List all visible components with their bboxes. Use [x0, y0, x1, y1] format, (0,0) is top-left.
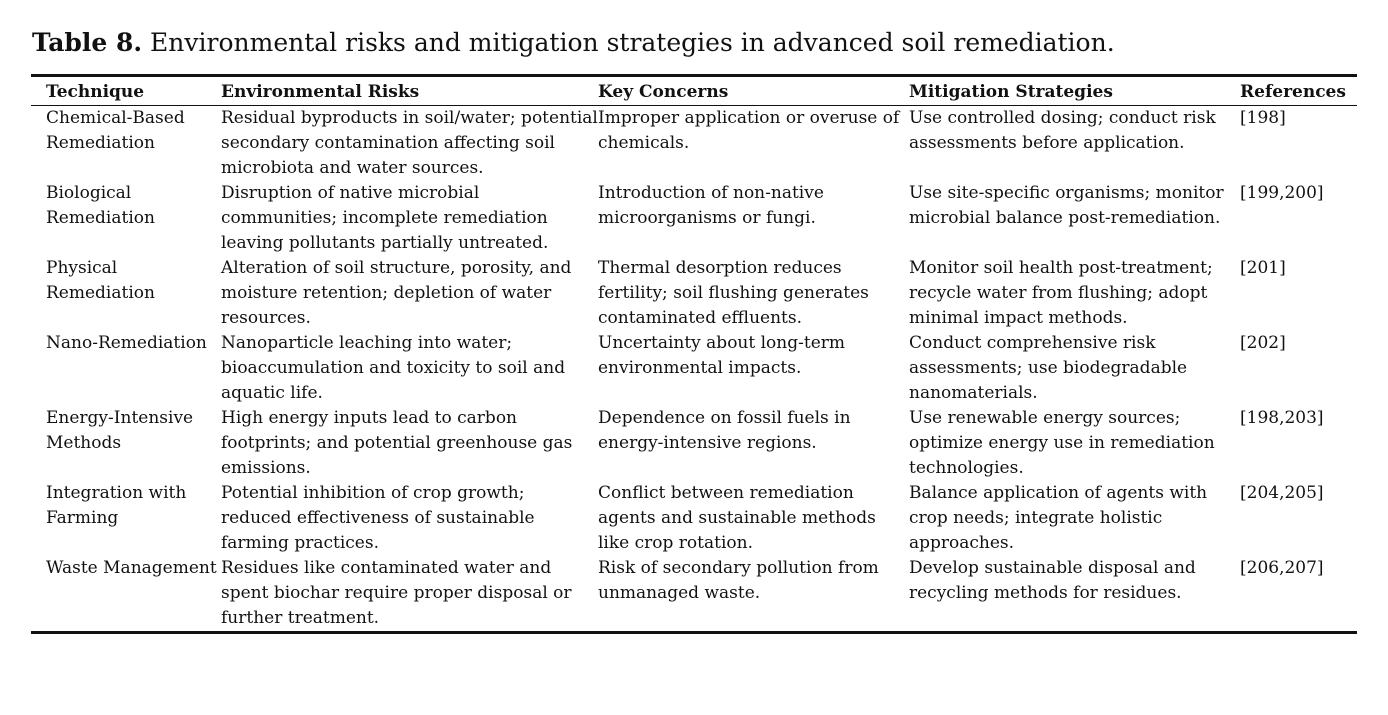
cell-references: [202]	[1240, 333, 1286, 353]
header-technique: Technique	[46, 82, 145, 102]
cell-references: [199,200]	[1240, 183, 1324, 203]
cell-technique: Integration with Farming	[46, 483, 187, 528]
cell-technique: Energy-Intensive Methods	[46, 408, 194, 453]
table-container	[31, 74, 1357, 634]
cell-technique: Waste Management	[46, 558, 217, 578]
header-key-concerns: Key Concerns	[598, 82, 729, 102]
cell-technique: Biological Remediation	[46, 183, 155, 228]
cell-references: [198,203]	[1240, 408, 1324, 428]
cell-mitigation-strategies: Conduct comprehensive risk assessments; use biodegradable nanomaterials.	[909, 333, 1188, 403]
table-caption-text: Environmental risks and mitigation strategies in advanced soil remediation.	[142, 28, 1115, 57]
table-row	[31, 106, 1357, 182]
cell-mitigation-strategies: Use controlled dosing; conduct risk assessments before application.	[909, 108, 1216, 153]
cell-key-concerns: Uncertainty about long-term environmental impacts.	[598, 333, 845, 378]
table-caption	[32, 26, 1115, 60]
cell-environmental-risks: Disruption of native microbial communities; incomplete remediation leaving pollutants partially untreated.	[221, 183, 549, 253]
risk-mitigation-table	[31, 74, 1357, 634]
header-references: References	[1240, 82, 1346, 102]
cell-technique: Chemical-Based Remediation	[46, 108, 185, 153]
cell-references: [206,207]	[1240, 558, 1324, 578]
table-row	[31, 256, 1357, 331]
table-row	[31, 406, 1357, 481]
table-row	[31, 556, 1357, 633]
table-row	[31, 481, 1357, 556]
cell-mitigation-strategies: Balance application of agents with crop needs; integrate holistic approaches.	[909, 483, 1208, 553]
cell-key-concerns: Conflict between remediation agents and sustainable methods like crop rotation.	[598, 483, 876, 553]
table-header-row	[31, 76, 1357, 106]
cell-key-concerns: Dependence on fossil fuels in energy-intensive regions.	[598, 408, 851, 453]
cell-key-concerns: Thermal desorption reduces fertility; soil flushing generates contaminated effluents.	[598, 258, 869, 328]
cell-technique: Nano-Remediation	[46, 333, 207, 353]
header-mitigation-strategies: Mitigation Strategies	[909, 82, 1113, 102]
cell-mitigation-strategies: Develop sustainable disposal and recycling methods for residues.	[909, 558, 1196, 603]
table-row	[31, 331, 1357, 406]
cell-environmental-risks: Residual byproducts in soil/water; potential secondary contamination affecting soil microbiota and water sources.	[221, 108, 598, 178]
table-row	[31, 181, 1357, 256]
cell-references: [198]	[1240, 108, 1286, 128]
cell-environmental-risks: High energy inputs lead to carbon footprints; and potential greenhouse gas emissions.	[221, 408, 573, 478]
cell-key-concerns: Improper application or overuse of chemicals.	[598, 108, 900, 153]
header-environmental-risks: Environmental Risks	[221, 82, 420, 102]
cell-environmental-risks: Potential inhibition of crop growth; reduced effectiveness of sustainable farming practices.	[221, 483, 535, 553]
cell-environmental-risks: Nanoparticle leaching into water; bioaccumulation and toxicity to soil and aquatic life.	[221, 333, 566, 403]
cell-mitigation-strategies: Monitor soil health post-treatment; recycle water from flushing; adopt minimal impact methods.	[909, 258, 1213, 328]
cell-references: [204,205]	[1240, 483, 1324, 503]
cell-environmental-risks: Alteration of soil structure, porosity, and moisture retention; depletion of water resources.	[221, 258, 572, 328]
cell-technique: Physical Remediation	[46, 258, 155, 303]
table-caption-label: Table 8.	[32, 28, 143, 57]
cell-mitigation-strategies: Use renewable energy sources; optimize energy use in remediation technologies.	[909, 408, 1215, 478]
cell-key-concerns: Risk of secondary pollution from unmanaged waste.	[598, 558, 879, 603]
cell-environmental-risks: Residues like contaminated water and spent biochar require proper disposal or further treatment.	[221, 558, 572, 628]
cell-mitigation-strategies: Use site-specific organisms; monitor microbial balance post-remediation.	[909, 183, 1224, 228]
cell-references: [201]	[1240, 258, 1286, 278]
cell-key-concerns: Introduction of non-native microorganisms or fungi.	[598, 183, 824, 228]
